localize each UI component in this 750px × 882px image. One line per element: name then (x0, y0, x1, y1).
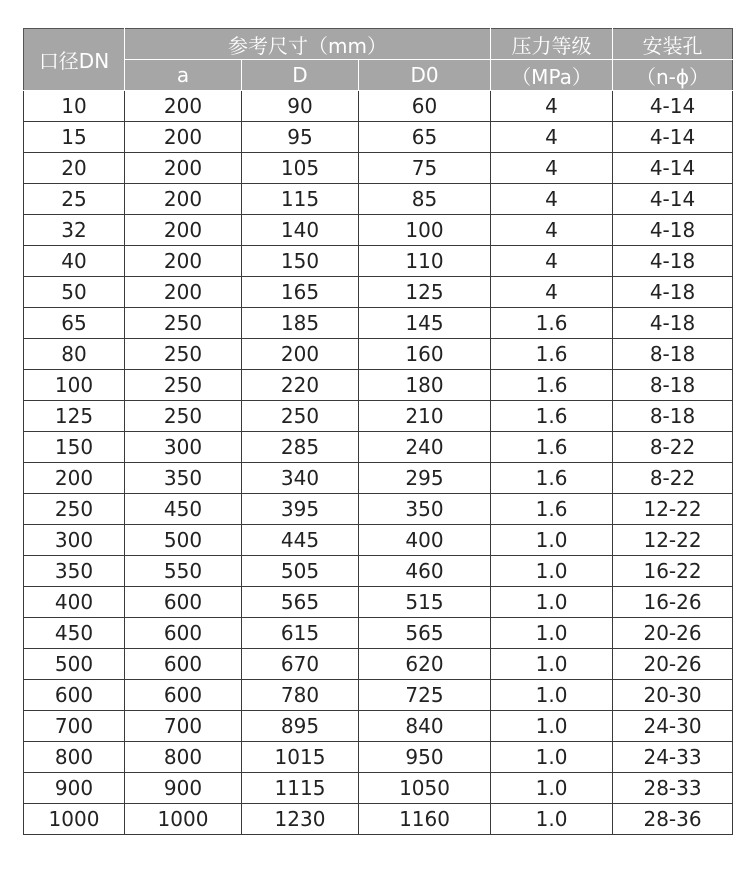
cell-pressure: 1.0 (491, 680, 613, 711)
cell-holes: 8-22 (613, 463, 733, 494)
cell-dn: 350 (24, 556, 125, 587)
header-d0: D0 (359, 60, 491, 91)
table-row (24, 804, 733, 835)
cell-pressure: 4 (491, 246, 613, 277)
cell-d: 95 (242, 122, 359, 153)
cell-pressure: 1.0 (491, 587, 613, 618)
cell-dn: 40 (24, 246, 125, 277)
cell-holes: 12-22 (613, 494, 733, 525)
cell-a: 600 (125, 649, 242, 680)
cell-d0: 460 (359, 556, 491, 587)
cell-pressure: 4 (491, 91, 613, 122)
cell-dn: 500 (24, 649, 125, 680)
table-row (24, 742, 733, 773)
cell-dn: 50 (24, 277, 125, 308)
cell-a: 200 (125, 153, 242, 184)
table-body (24, 91, 733, 835)
table-row (24, 773, 733, 804)
cell-holes: 28-33 (613, 773, 733, 804)
cell-d: 140 (242, 215, 359, 246)
table-row (24, 649, 733, 680)
cell-holes: 4-14 (613, 91, 733, 122)
cell-pressure: 1.6 (491, 370, 613, 401)
cell-a: 550 (125, 556, 242, 587)
cell-dn: 450 (24, 618, 125, 649)
cell-d: 505 (242, 556, 359, 587)
cell-d0: 180 (359, 370, 491, 401)
table-row (24, 370, 733, 401)
cell-d0: 620 (359, 649, 491, 680)
cell-d: 115 (242, 184, 359, 215)
cell-d: 220 (242, 370, 359, 401)
cell-d: 780 (242, 680, 359, 711)
header-holes: 安装孔 (613, 29, 733, 60)
cell-dn: 700 (24, 711, 125, 742)
cell-d0: 60 (359, 91, 491, 122)
header-d: D (242, 60, 359, 91)
cell-d0: 240 (359, 432, 491, 463)
cell-d0: 75 (359, 153, 491, 184)
cell-pressure: 4 (491, 277, 613, 308)
cell-pressure: 1.0 (491, 649, 613, 680)
table-row (24, 215, 733, 246)
header-a: a (125, 60, 242, 91)
table-row (24, 494, 733, 525)
cell-holes: 4-18 (613, 308, 733, 339)
dimension-spec-table (23, 28, 733, 835)
table-header (24, 29, 733, 91)
cell-a: 900 (125, 773, 242, 804)
cell-dn: 600 (24, 680, 125, 711)
cell-a: 1000 (125, 804, 242, 835)
table-row (24, 122, 733, 153)
cell-d: 285 (242, 432, 359, 463)
cell-a: 450 (125, 494, 242, 525)
cell-d: 185 (242, 308, 359, 339)
cell-pressure: 4 (491, 122, 613, 153)
header-ref-size: 参考尺寸（mm） (125, 29, 491, 60)
cell-a: 200 (125, 122, 242, 153)
cell-pressure: 1.6 (491, 339, 613, 370)
cell-dn: 10 (24, 91, 125, 122)
cell-holes: 8-18 (613, 339, 733, 370)
cell-dn: 200 (24, 463, 125, 494)
table-row (24, 401, 733, 432)
table-row (24, 339, 733, 370)
cell-d0: 840 (359, 711, 491, 742)
cell-holes: 20-26 (613, 618, 733, 649)
cell-pressure: 1.6 (491, 308, 613, 339)
cell-a: 200 (125, 184, 242, 215)
cell-a: 200 (125, 246, 242, 277)
cell-dn: 25 (24, 184, 125, 215)
cell-holes: 24-33 (613, 742, 733, 773)
cell-holes: 8-18 (613, 370, 733, 401)
table-row (24, 432, 733, 463)
cell-d0: 85 (359, 184, 491, 215)
cell-holes: 16-26 (613, 587, 733, 618)
cell-a: 600 (125, 618, 242, 649)
cell-d: 1230 (242, 804, 359, 835)
cell-pressure: 1.0 (491, 618, 613, 649)
header-dn: 口径DN (24, 29, 125, 91)
cell-d: 395 (242, 494, 359, 525)
cell-dn: 150 (24, 432, 125, 463)
cell-d: 200 (242, 339, 359, 370)
cell-d: 670 (242, 649, 359, 680)
cell-d0: 400 (359, 525, 491, 556)
cell-holes: 8-22 (613, 432, 733, 463)
table-row (24, 308, 733, 339)
cell-d0: 350 (359, 494, 491, 525)
cell-pressure: 4 (491, 153, 613, 184)
table-row (24, 525, 733, 556)
cell-d: 90 (242, 91, 359, 122)
cell-d: 615 (242, 618, 359, 649)
cell-d: 250 (242, 401, 359, 432)
cell-d: 565 (242, 587, 359, 618)
cell-dn: 65 (24, 308, 125, 339)
cell-holes: 4-18 (613, 246, 733, 277)
cell-a: 250 (125, 339, 242, 370)
cell-pressure: 1.6 (491, 463, 613, 494)
cell-d0: 1050 (359, 773, 491, 804)
cell-holes: 4-14 (613, 122, 733, 153)
cell-d: 1115 (242, 773, 359, 804)
cell-dn: 100 (24, 370, 125, 401)
cell-a: 350 (125, 463, 242, 494)
table-row (24, 587, 733, 618)
cell-pressure: 4 (491, 184, 613, 215)
cell-d0: 210 (359, 401, 491, 432)
cell-holes: 4-18 (613, 215, 733, 246)
cell-holes: 20-26 (613, 649, 733, 680)
cell-d0: 125 (359, 277, 491, 308)
cell-pressure: 1.0 (491, 742, 613, 773)
cell-a: 300 (125, 432, 242, 463)
table-row (24, 277, 733, 308)
cell-d: 895 (242, 711, 359, 742)
cell-d0: 65 (359, 122, 491, 153)
table-row (24, 91, 733, 122)
cell-dn: 250 (24, 494, 125, 525)
cell-pressure: 4 (491, 215, 613, 246)
cell-holes: 28-36 (613, 804, 733, 835)
cell-pressure: 1.0 (491, 711, 613, 742)
table-row (24, 680, 733, 711)
cell-dn: 1000 (24, 804, 125, 835)
cell-holes: 20-30 (613, 680, 733, 711)
cell-d: 1015 (242, 742, 359, 773)
table-row (24, 153, 733, 184)
cell-d0: 725 (359, 680, 491, 711)
cell-d: 340 (242, 463, 359, 494)
cell-pressure: 1.6 (491, 401, 613, 432)
cell-d0: 160 (359, 339, 491, 370)
cell-holes: 16-22 (613, 556, 733, 587)
cell-holes: 12-22 (613, 525, 733, 556)
cell-a: 200 (125, 91, 242, 122)
cell-d: 105 (242, 153, 359, 184)
cell-a: 250 (125, 401, 242, 432)
header-holes-unit: （n-ϕ） (613, 60, 733, 91)
cell-d0: 295 (359, 463, 491, 494)
cell-d0: 100 (359, 215, 491, 246)
cell-d0: 950 (359, 742, 491, 773)
cell-pressure: 1.0 (491, 804, 613, 835)
cell-pressure: 1.0 (491, 525, 613, 556)
cell-d0: 110 (359, 246, 491, 277)
cell-holes: 8-18 (613, 401, 733, 432)
cell-dn: 80 (24, 339, 125, 370)
cell-dn: 20 (24, 153, 125, 184)
cell-holes: 4-14 (613, 153, 733, 184)
cell-a: 700 (125, 711, 242, 742)
cell-d: 150 (242, 246, 359, 277)
cell-holes: 4-14 (613, 184, 733, 215)
cell-a: 500 (125, 525, 242, 556)
cell-pressure: 1.6 (491, 432, 613, 463)
cell-dn: 125 (24, 401, 125, 432)
header-pressure: 压力等级 (491, 29, 613, 60)
cell-dn: 15 (24, 122, 125, 153)
cell-d: 445 (242, 525, 359, 556)
cell-dn: 32 (24, 215, 125, 246)
cell-dn: 300 (24, 525, 125, 556)
cell-d: 165 (242, 277, 359, 308)
cell-dn: 400 (24, 587, 125, 618)
cell-a: 250 (125, 370, 242, 401)
cell-holes: 24-30 (613, 711, 733, 742)
cell-pressure: 1.0 (491, 556, 613, 587)
cell-a: 800 (125, 742, 242, 773)
cell-d0: 515 (359, 587, 491, 618)
cell-d0: 1160 (359, 804, 491, 835)
table-row (24, 618, 733, 649)
cell-pressure: 1.0 (491, 773, 613, 804)
table-row (24, 711, 733, 742)
cell-pressure: 1.6 (491, 494, 613, 525)
cell-a: 600 (125, 587, 242, 618)
header-pressure-unit: （MPa） (491, 60, 613, 91)
cell-dn: 800 (24, 742, 125, 773)
table-row (24, 463, 733, 494)
cell-a: 600 (125, 680, 242, 711)
cell-d0: 565 (359, 618, 491, 649)
cell-a: 200 (125, 215, 242, 246)
table-row (24, 246, 733, 277)
cell-dn: 900 (24, 773, 125, 804)
cell-holes: 4-18 (613, 277, 733, 308)
table-row (24, 556, 733, 587)
cell-a: 200 (125, 277, 242, 308)
cell-a: 250 (125, 308, 242, 339)
table-row (24, 184, 733, 215)
cell-d0: 145 (359, 308, 491, 339)
